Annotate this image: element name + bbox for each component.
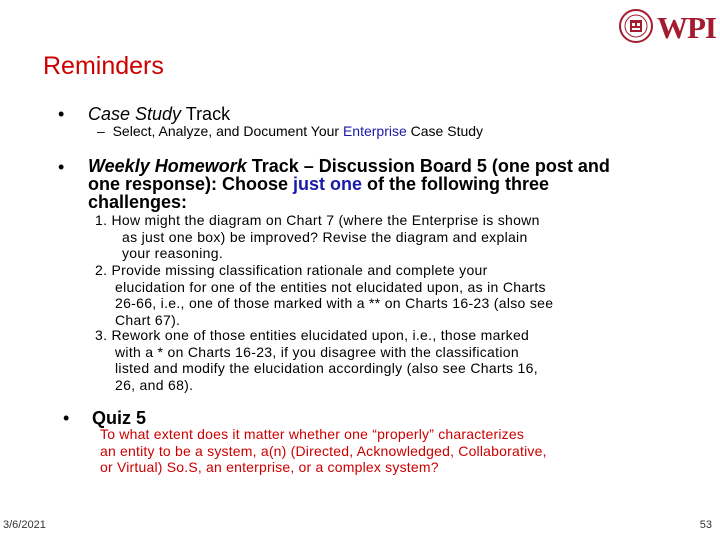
q3-line-3: listed and modify the elucidation accordingly (also see Charts 16, [115,360,538,376]
quiz-line-1: To what extent does it matter whether one “properly” characterizes [100,426,525,442]
case-study-heading [88,104,230,125]
q3-line-2: with a * on Charts 16-23, if you disagree with the classification [115,343,519,360]
case-study-rest: Track [181,104,231,124]
q1-line-2: as just one box) be improved? Revise the diagram and explain [122,228,528,245]
sub-text-pre: Select, Analyze, and Document Your [112,123,343,139]
case-study-italic: Case Study [88,104,182,124]
quiz-question [100,426,547,476]
homework-heading [88,157,688,211]
slide-title: Reminders [43,52,164,80]
sub-text-post: Case Study [406,123,484,139]
sub-highlight: Enterprise [342,123,407,139]
question-2 [95,262,553,328]
q2-line-2: elucidation for one of the entities not elucidated upon, as in Charts [115,278,546,295]
homework-line-2 [88,175,688,193]
question-1 [95,212,540,262]
wpi-logo [618,8,716,45]
question-3 [95,327,538,393]
page-number: 53 [699,519,712,531]
bullet-homework: • [58,157,65,177]
homework-italic: Weekly Homework [88,156,247,176]
homework-highlight: just one [293,174,363,194]
homework-l2-pre: one response): Choose [88,174,294,194]
bullet-case-study: • [58,104,65,124]
quiz-line-2: an entity to be a system, a(n) (Directed, Acknowledged, Collaborative, [100,442,547,459]
homework-rest: Track – Discussion Board 5 (one post and [246,156,610,176]
q2-line-3: 26-66, i.e., one of those marked with a ** on Charts 16-23 (also see [115,295,554,311]
homework-line-3: challenges: [88,192,188,212]
q2-line-4: Chart 67). [115,311,181,328]
q1-line-3: your reasoning. [122,245,224,261]
case-study-subitem [97,123,483,139]
quiz-heading: Quiz 5 [92,408,147,428]
q2-line-1: 2. Provide missing classification rationale and complete your [95,262,488,278]
homework-l2-post: of the following three [362,174,550,194]
q1-line-1: 1. How might the diagram on Chart 7 (where the Enterprise is shown [95,212,540,228]
wpi-wordmark: WPI [657,10,716,45]
footer-date: 3/6/2021 [3,519,46,531]
sub-dash: – [97,123,105,139]
quiz-line-3: or Virtual) So.S, an enterprise, or a complex system? [100,459,439,475]
homework-line-1 [88,157,688,175]
q3-line-1: 3. Rework one of those entities elucidated upon, i.e., those marked [95,327,530,343]
q3-line-4: 26, and 68). [115,376,194,393]
bullet-quiz: • [63,408,70,428]
